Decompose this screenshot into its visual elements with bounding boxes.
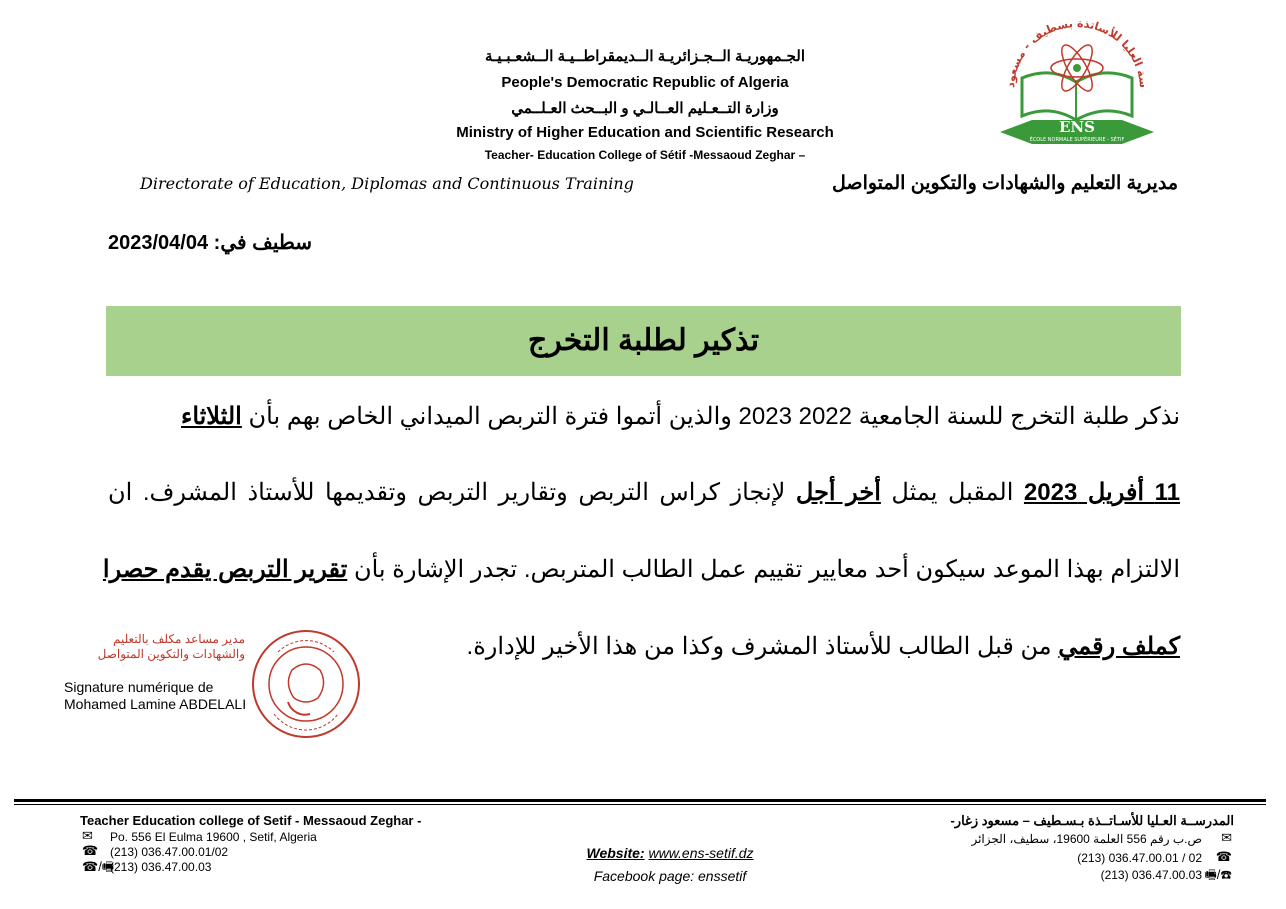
footer-title-en: Teacher Education college of Setif - Messaoud Zeghar - bbox=[80, 813, 422, 828]
title-banner bbox=[106, 306, 1181, 376]
directorate-en: Directorate of Education, Diplomas and Continuous Training bbox=[140, 174, 634, 193]
body-l2-deadline: أخر أجل bbox=[795, 479, 881, 506]
header-republic-en: People's Democratic Republic of Algeria bbox=[501, 74, 789, 91]
body-l1-day: الثلاثاء bbox=[181, 403, 242, 430]
header-college-en: Teacher- Education College of Sétif -Messaoud Zeghar – bbox=[484, 148, 806, 162]
body-l3-report: تقرير التربص يقدم حصرا bbox=[102, 556, 348, 583]
footer-phone-ar: (213) 036.47.00.01 / 02 bbox=[1077, 851, 1202, 865]
header-republic-ar: الجـمهوريـة الــجـزائريـة الــديمقراطــيـة الــشعـبـيـة bbox=[484, 48, 805, 65]
phone-icon: ☎ bbox=[1215, 849, 1232, 864]
directorate-ar: مديرية التعليم والشهادات والتكوين المتواصل bbox=[832, 173, 1178, 194]
mail-icon: ✉ bbox=[1221, 830, 1232, 845]
body-l1-text: نذكر طلبة التخرج للسنة الجامعية 2022 2023 والذين أتموا فترة التربص الميداني الخاص بهم بأن bbox=[241, 403, 1180, 430]
fax-icon: ☎/🖷 bbox=[82, 859, 115, 874]
body-l3-text: الالتزام بهذا الموعد سيكون أحد معايير تقييم عمل الطالب المتربص. تجدر الإشارة بأن bbox=[347, 556, 1180, 583]
body-line-1 bbox=[108, 402, 1180, 431]
official-seal bbox=[248, 628, 364, 740]
logo-ens-text: ENS bbox=[1059, 118, 1095, 136]
footer-phone-en: (213) 036.47.00.01/02 bbox=[110, 845, 229, 859]
ens-logo bbox=[992, 20, 1162, 160]
website-label: Website: bbox=[586, 845, 645, 861]
body-l2-date: 11 أفريل 2023 bbox=[1023, 479, 1181, 506]
footer-facebook: Facebook page: enssetif bbox=[593, 868, 747, 884]
body-l2-text1: المقبل يمثل bbox=[880, 479, 1024, 506]
logo-arc-text: سة العليا للأساتذة بسطيف - مسعود bbox=[1003, 20, 1151, 89]
signature-label-line2: Mohamed Lamine ABDELALI bbox=[64, 696, 247, 712]
banner-title: تذكير لطلبة التخرج bbox=[527, 324, 760, 357]
body-l2-text2: لإنجاز كراس التربص وتقارير التربص وتقديمها للأستاذ المشرف. ان bbox=[108, 479, 796, 506]
body-line-3 bbox=[102, 555, 1180, 584]
signature-stamp-title: مدير مساعد مكلف بالتعليم والشهادات والتكوين المتواصل bbox=[97, 632, 245, 661]
date-value: 2023/04/04 bbox=[108, 232, 209, 254]
header-ministry-en: Ministry of Higher Education and Scientific Research bbox=[456, 124, 834, 141]
website-link[interactable]: www.ens-setif.dz bbox=[648, 845, 754, 861]
footer-title-ar: المدرســة العـليا للأسـاتــذة بـسـطيف – مسعود زغار- bbox=[950, 813, 1234, 828]
footer-address-en: Po. 556 El Eulma 19600 , Setif, Algeria bbox=[110, 830, 317, 844]
footer-rule-thick bbox=[14, 799, 1266, 802]
footer-rule-thin bbox=[14, 804, 1266, 805]
mail-icon: ✉ bbox=[82, 828, 93, 843]
body-l4-digital: كملف رقمي bbox=[1058, 633, 1180, 660]
body-line-2 bbox=[108, 478, 1180, 507]
footer-fax-ar: (213) 036.47.00.03 bbox=[1100, 868, 1202, 882]
signature-label-line1: Signature numérique de bbox=[64, 679, 214, 695]
footer-fax-en: (213) 036.47.00.03 bbox=[110, 860, 212, 874]
date-line bbox=[108, 230, 323, 255]
date-label: سطيف في: bbox=[213, 232, 313, 254]
footer-address-ar: ص.ب رقم 556 العلمة 19600، سطيف، الجزائر bbox=[971, 832, 1202, 846]
phone-icon: ☎ bbox=[82, 843, 99, 858]
logo-ribbon-text: ÉCOLE NORMALE SUPÉRIEURE - SÉTIF bbox=[1029, 137, 1125, 143]
header-ministry-ar: وزارة التــعـليم العــالـي و البــحث العـلــمي bbox=[511, 100, 779, 117]
footer-website bbox=[520, 845, 820, 861]
fax-icon: 🖷/☎ bbox=[1204, 867, 1232, 882]
body-l4-text: من قبل الطالب للأستاذ المشرف وكذا من هذا الأخير للإدارة. bbox=[466, 633, 1059, 660]
